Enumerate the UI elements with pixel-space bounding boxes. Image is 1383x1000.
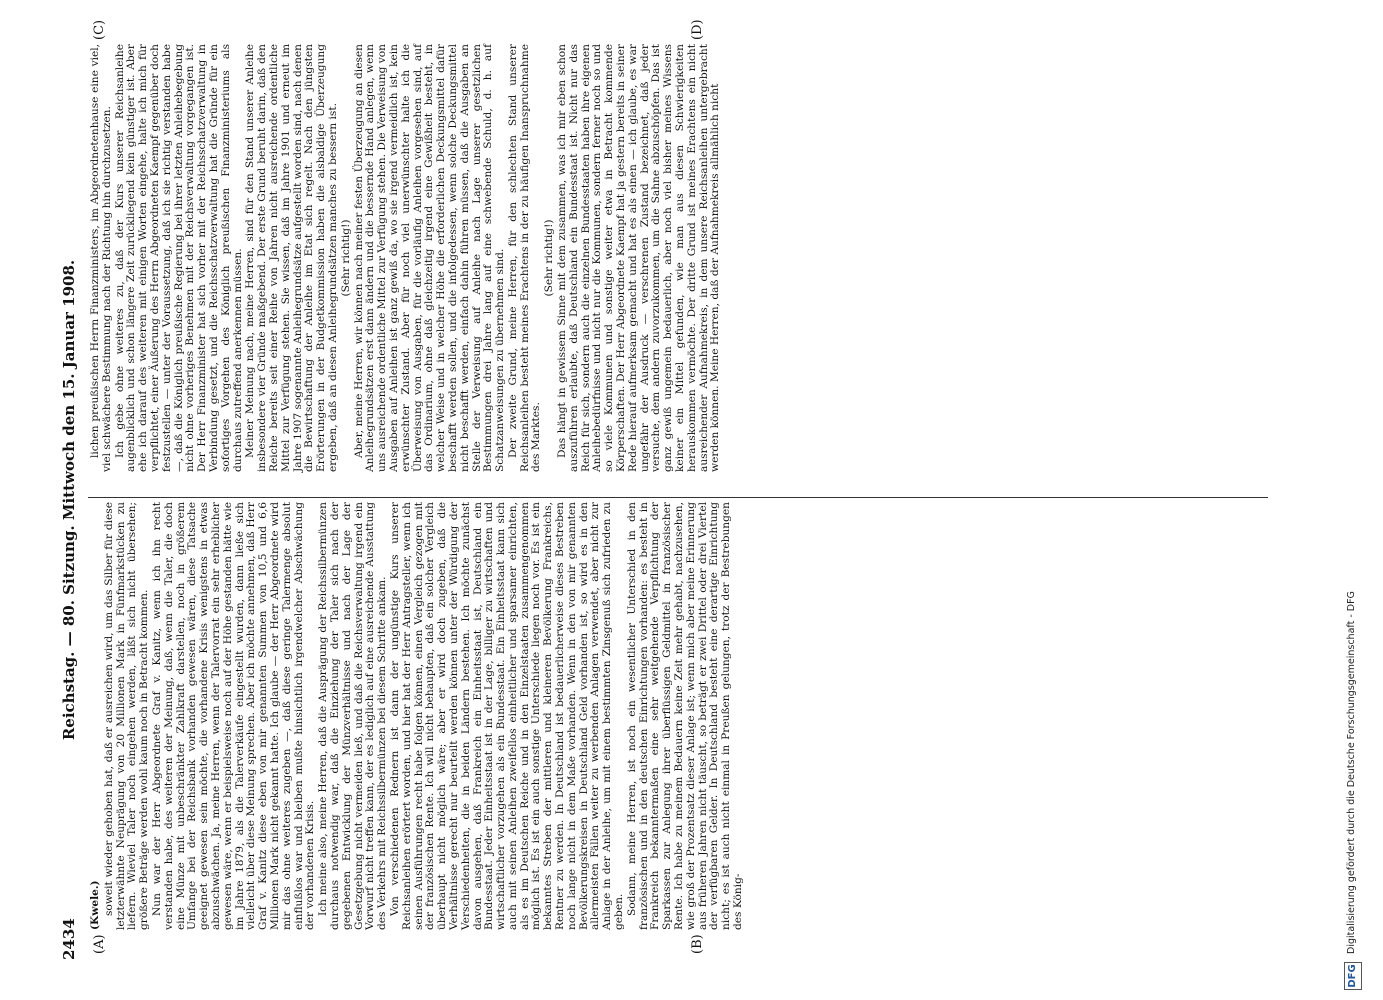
paragraph: Meiner Meinung nach, meine Herren, sind für den Stand unserer Anleihe insbesondere vier Gründe maßgebend. Der erste Grund beruht darin, daß den Reiche bereits seit einer Reihe von Jahren nicht ausreichende ordentliche Mittel zur Verfügung stehen. Sie wissen, daß im Jahre 1901 und erneut im Jahre 1907 sogenannte Anleihegrundsätze aufgestellt worden sind, nach denen die Bewirtschaftung der Anleihe im Etat sich regelt. Nach den jüngsten Erörterungen in der Budgetkommission haben die alsbaldige Überzeugung ergeben, daß an diesen Anleihegrundsätzen manches zu bessern ist.	[244, 44, 339, 472]
paragraph: Aber, meine Herren, wir können nach meiner festen Überzeugung an diesen Anleihegrundsätzen erst dann ändern und die bessernde Hand anlegen, wenn uns ausreichende ordentliche Mittel zur Verfügung stehen. Die Verweisung von Ausgaben auf Anleihen ist ganz gewiß da, wo sie irgend vermeidlich ist, kein erwünschter Zustand. Aber für noch viel unerwünschter halte ich die Überweisung von Ausgaben, für die vorläufig Anleihen vorgesehen sind, auf das Ordinarium, ohne daß gleichzeitig irgend eine Gewißheit besteht, in welcher Weise und in welcher Höhe die erforderlichen Deckungsmittel dafür beschafft werden sollen, und die infolgedessen, wenn solche Deckungsmittel nicht beschafft werden, einfach dahin führen müssen, daß die Ausgaben an Stelle der Verweisung auf Anleihe nach Lage unserer gesetzlichen Bestimmungen drei Jahre lang auf eine schwebende Schuld, d. h. auf Schatzanweisungen zu übernehmen sind.	[352, 44, 507, 472]
paragraph: soweit wieder gehoben hat, daß er ausreichen wird, um das Silber für diese letzterwähnte Neuprägung von 20 Millionen Mark in Fünfmarkstücken zu liefern. Wieviel Taler noch eingehen werden, läßt sich nicht übersehen; größere Beträge werden wohl kaum noch in Betracht kommen.	[102, 502, 151, 930]
left-column	[90, 502, 746, 930]
page-number: 2434	[60, 918, 78, 960]
paragraph: Nun war der Herr Abgeordnete Graf v. Kanitz, wenn ich ihn recht verstanden habe, des weiteren der Meinung, daß, wenn die Taler, die doch eine Münze mit unbeschränkter Zahlkraft darstellen, noch in größerem Umfange bei der Reichsbank vorhanden gewesen wären, diese Tatsache geeignet gewesen sein möchte, die vorhandene Krisis wenigstens in etwas abzuschwächen. Ja, meine Herren, wenn der Talervorrat ein sehr erheblicher gewesen wäre, wenn er beispielsweise noch auf der Höhe gestanden hätte wie im Jahre 1879, als die Talerverkäufe eingestellt wurden, dann ließe sich vielleicht über diese Meinung sprechen. Aber ich möchte annehmen, daß Herr Graf v. Kanitz diese eben von mir genannten Summen von 10,5 und 6,6 Millionen Mark nicht gekannt hatte. Ich glaube — der Herr Abgeordnete wird mir das ohne weiteres zugeben —, daß diese geringe Talermenge absolut einflußlos war und bleiben mußte hinsichtlich irgendwelcher Abschwächung der vorhandenen Krisis.	[150, 502, 317, 930]
page-header	[60, 40, 82, 960]
paragraph: lichen preußischen Herrn Finanzministers, im Abgeordnetenhause eine viel, viel schwächere Bestimmung nach der Richtung hin durchzusetzen.	[89, 44, 113, 472]
column-divider	[88, 497, 1268, 498]
right-column	[90, 44, 723, 472]
margin-marker-a: (A)	[92, 934, 107, 954]
paragraph: Ich gebe ohne weiteres zu, daß der Kurs unserer Reichsanleihe augenblicklich und schon längere Zeit zurückliegend kein günstiger ist. Aber ehe ich darauf des weiteren mit einigen Worten eingehe, halte ich mich für verpflichtet, einer Äußerung des Herrn Abgeordneten Kaempf gegenüber doch festzustellen — unter der Voraussetzung, daß ich sie richtig verstanden habe —, daß die Königlich preußische Regierung bei ihrer letzten Anleihebegebung nicht ohne vorheriges Benehmen mit der Reichsverwaltung vorgegangen ist. Der Herr Finanzminister hat sich vorher mit der Reichsschatzverwaltung in Verbindung gesetzt, und die Reichsschatzverwaltung hat die Gründe für ein sofortiges Vorgehen des Königlich preußischen Finanzministeriums als durchaus zutreffend anerkennen müssen.	[113, 44, 244, 472]
paragraph: Sodann, meine Herren, ist noch ein wesentlicher Unterschied in den französischen und in den deutschen Einrichtungen vorhanden: es besteht in Frankreich bekanntermaßen eine sehr weitgehende Verpflichtung der Sparkassen zur Anlegung ihrer überflüssigen Geldmittel in französischer Rente. Ich habe zu meinem Bedauern keine Zeit mehr gehabt, nachzusehen, wie groß der Prozentsatz dieser Anlage ist; wenn mich aber meine Erinnerung aus früheren Jahren nicht täuscht, so beträgt er zwei Drittel oder drei Viertel der verfügbaren Gelder. In Deutschland besteht eine derartige Einrichtung nicht; es ist auch nicht einmal in Preußen gelungen, trotz der Bestrebungen des König-	[625, 502, 745, 930]
margin-marker-c: (C)	[92, 19, 107, 40]
margin-marker-d: (D)	[690, 19, 705, 40]
digitization-credit: Digitalisierung gefördert durch die Deutsche Forschungsgemeinschaft - DFG	[1346, 591, 1357, 954]
paragraph: Das hängt in gewissem Sinne mit dem zusammen, was ich mir eben schon auszuführen erlaubte, daß Deutschland ein Bundesstaat ist. Nicht nur das Reich für sich, sondern auch die einzelnen Bundesstaaten haben ihre eigenen Anleihebedürfnisse und nicht nur die Kommunen, sondern ferner noch so und so viele Kommunen und sonstige weiter etwa in Betracht kommende Körperschaften. Der Herr Abgeordnete Kaempf hat ja gestern bereits in seiner Rede hierauf aufmerksam gemacht und hat es als einen — ich glaube, es war ungefähr der Ausdruck — verschrenen Zustand bezeichnet, daß jeder versuche, dem andern zuvorzukommen, um die Sahne abzuschöpfen. Das ist ganz gewiß ungemein bedauerlich, aber noch viel bisher meines Wissens keiner ein Mittel gefunden, wie man aus diesen Schwierigkeiten herauskommen vermöchte. Der dritte Grund ist meines Erachtens ein nicht ausreichender Aufnahmekreis, in dem unsere Reichsanleihen untergebracht werden können. Meine Herren, daß der Aufnahmekreis allmählich nicht	[556, 44, 722, 472]
paragraph: Der zweite Grund, meine Herren, für den schlechten Stand unserer Reichsanleihen besteht meines Erachtens in der zu häufigen Inanspruchnahme des Marktes.	[506, 44, 543, 472]
paragraph: Ich meine also, meine Herren, daß die Ausprägung der Reichssilbermünzen durchaus notwendig war, daß die Einziehung der Taler sich nach der gegebenen Entwicklung der Münzverhältnisse und nach der Lage der Gesetzgebung nicht vermeiden ließ, und daß die Reichsverwaltung irgend ein Vorwurf nicht treffen kann, der es lediglich auf eine ausreichende Ausstattung des Verkehrs mit Reichssilbermünzen bei diesem Schritte ankam.	[317, 502, 389, 930]
speaker-label: (Kwele.)	[89, 880, 101, 930]
page-title: Reichstag. — 80. Sitzung. Mittwoch den 15. Januar 1908.	[60, 259, 78, 741]
dfg-logo: DFG	[1344, 962, 1362, 990]
paragraph: Von verschiedenen Rednern ist dann der ungünstige Kurs unserer Reichsanleihen erörtert worden, und hier hat der Herr Antragsteller, wenn ich seinen Ausführungen recht habe folgen können, einen Vergleich gezogen mit der französischen Rente. Ich will nicht behaupten, daß ein solcher Vergleich überhaupt nicht möglich wäre; aber er wird doch zugeben, daß die Verhältnisse gerecht nur beurteilt werden können unter der Würdigung der Verschiedenheiten, die in beiden Ländern bestehen. Ich möchte zunächst davon ausgehen, daß Frankreich ein Einheitsstaat ist, Deutschland ein Bundesstaat. Jeder Einheitsstaat ist in der Lage, billiger zu wirtschaften und wirtschaftlicher vorzugehen als ein Bundesstaat. Ein Einheitsstaat kann sich auch mit seinen Anleihen zweifellos einheitlicher und sparsamer einrichten, als es im Deutschen Reiche und in den Einzelstaaten zusammengenommen möglich ist. Es ist ein auch sonstige Unterschiede liegen noch vor. Es ist ein bekanntes Streben der mittleren und kleineren Bevölkerung Frankreichs, Rentner zu werden. In Deutschland ist bedauerlicherweise dieses Bestreben noch lange nicht in dem Maße vorhanden. Wenn in den von mir genannten Bevölkerungskreisen in Deutschland Geld vorhanden ist, so wird es in den allermeisten Fällen weiter zu werbenden Anlagen verwendet, aber nicht zur Anlage in der Anleihe, um mit einem bestimmten Zinsgenuß sich zufrieden zu geben.	[388, 502, 626, 930]
interjection: (Sehr richtig!)	[543, 219, 556, 297]
margin-marker-b: (B)	[690, 934, 705, 954]
footer	[1342, 30, 1372, 990]
interjection: (Sehr richtig!)	[339, 219, 352, 297]
